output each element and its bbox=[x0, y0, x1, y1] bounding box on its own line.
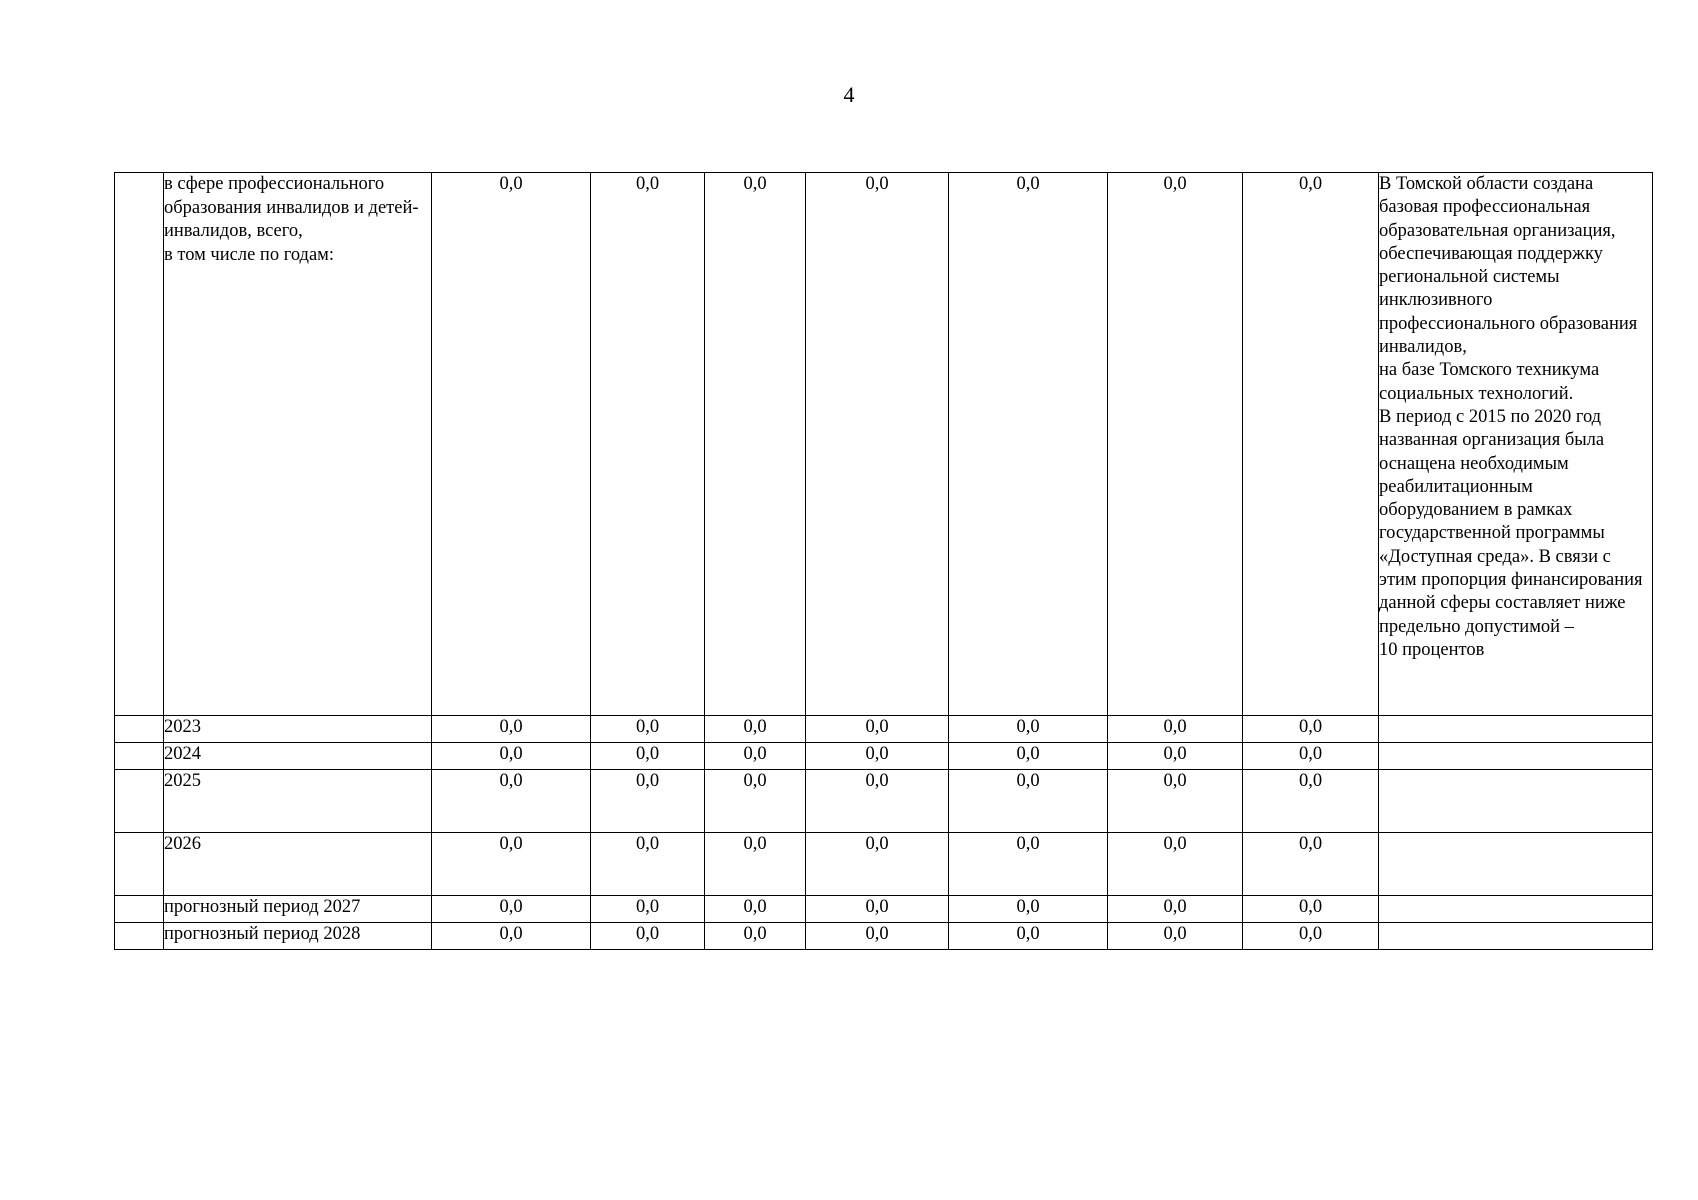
value-cell: 0,0 bbox=[806, 770, 949, 833]
value-cell: 0,0 bbox=[949, 743, 1108, 770]
value-cell: 0,0 bbox=[1108, 923, 1243, 950]
value-cell: 0,0 bbox=[705, 896, 806, 923]
value-cell: 0,0 bbox=[591, 173, 705, 716]
financing-table bbox=[114, 172, 1653, 950]
note-cell bbox=[1379, 743, 1653, 770]
row-label: 2025 bbox=[164, 770, 432, 833]
value-cell: 0,0 bbox=[1108, 173, 1243, 716]
row-number-cell bbox=[115, 923, 164, 950]
value-cell: 0,0 bbox=[432, 173, 591, 716]
value-cell: 0,0 bbox=[949, 896, 1108, 923]
table-row bbox=[115, 770, 1653, 833]
value-cell: 0,0 bbox=[705, 833, 806, 896]
value-cell: 0,0 bbox=[591, 923, 705, 950]
row-label: прогнозный период 2027 bbox=[164, 896, 432, 923]
note-cell bbox=[1379, 770, 1653, 833]
row-number-cell bbox=[115, 896, 164, 923]
row-label: 2024 bbox=[164, 743, 432, 770]
value-cell: 0,0 bbox=[432, 716, 591, 743]
value-cell: 0,0 bbox=[949, 716, 1108, 743]
value-cell: 0,0 bbox=[806, 833, 949, 896]
value-cell: 0,0 bbox=[432, 743, 591, 770]
value-cell: 0,0 bbox=[705, 923, 806, 950]
value-cell: 0,0 bbox=[1108, 770, 1243, 833]
row-number-cell bbox=[115, 743, 164, 770]
row-label: 2026 bbox=[164, 833, 432, 896]
value-cell: 0,0 bbox=[1108, 716, 1243, 743]
value-cell: 0,0 bbox=[1108, 743, 1243, 770]
value-cell: 0,0 bbox=[806, 716, 949, 743]
value-cell: 0,0 bbox=[1108, 833, 1243, 896]
value-cell: 0,0 bbox=[1108, 896, 1243, 923]
value-cell: 0,0 bbox=[806, 923, 949, 950]
value-cell: 0,0 bbox=[591, 716, 705, 743]
table-row bbox=[115, 923, 1653, 950]
note-cell: В Томской области создана базовая профессиональная образовательная организация, обеспечивающая поддержку региональной системы инклюзивного профессионального образования инвалидов, на базе Томского техникума социальных технологий. В период с 2015 по 2020 год названная организация была оснащена необходимым реабилитационным оборудованием в рамках государственной программы «Доступная среда». В связи с этим пропорция финансирования данной сферы составляет ниже предельно допустимой – 10 процентов bbox=[1379, 173, 1653, 716]
row-number-cell bbox=[115, 833, 164, 896]
page-number: 4 bbox=[843, 82, 855, 107]
value-cell: 0,0 bbox=[432, 896, 591, 923]
note-cell bbox=[1379, 833, 1653, 896]
value-cell: 0,0 bbox=[705, 743, 806, 770]
value-cell: 0,0 bbox=[432, 833, 591, 896]
value-cell: 0,0 bbox=[806, 173, 949, 716]
row-number-cell bbox=[115, 716, 164, 743]
table-row bbox=[115, 173, 1653, 716]
value-cell: 0,0 bbox=[705, 173, 806, 716]
row-label: в сфере профессионального образования инвалидов и детей-инвалидов, всего, в том числе по годам: bbox=[164, 173, 432, 716]
value-cell: 0,0 bbox=[1243, 896, 1379, 923]
value-cell: 0,0 bbox=[949, 173, 1108, 716]
row-label: 2023 bbox=[164, 716, 432, 743]
table-row bbox=[115, 896, 1653, 923]
note-cell bbox=[1379, 923, 1653, 950]
value-cell: 0,0 bbox=[1243, 833, 1379, 896]
value-cell: 0,0 bbox=[806, 896, 949, 923]
value-cell: 0,0 bbox=[591, 743, 705, 770]
value-cell: 0,0 bbox=[591, 833, 705, 896]
value-cell: 0,0 bbox=[1243, 923, 1379, 950]
table-row bbox=[115, 716, 1653, 743]
value-cell: 0,0 bbox=[432, 923, 591, 950]
value-cell: 0,0 bbox=[1243, 770, 1379, 833]
row-number-cell bbox=[115, 173, 164, 716]
value-cell: 0,0 bbox=[1243, 173, 1379, 716]
value-cell: 0,0 bbox=[949, 923, 1108, 950]
value-cell: 0,0 bbox=[1243, 743, 1379, 770]
value-cell: 0,0 bbox=[432, 770, 591, 833]
value-cell: 0,0 bbox=[591, 770, 705, 833]
value-cell: 0,0 bbox=[705, 770, 806, 833]
value-cell: 0,0 bbox=[949, 770, 1108, 833]
table-row bbox=[115, 833, 1653, 896]
table-row bbox=[115, 743, 1653, 770]
row-number-cell bbox=[115, 770, 164, 833]
value-cell: 0,0 bbox=[949, 833, 1108, 896]
note-cell bbox=[1379, 716, 1653, 743]
value-cell: 0,0 bbox=[705, 716, 806, 743]
value-cell: 0,0 bbox=[591, 896, 705, 923]
value-cell: 0,0 bbox=[806, 743, 949, 770]
row-label: прогнозный период 2028 bbox=[164, 923, 432, 950]
note-cell bbox=[1379, 896, 1653, 923]
value-cell: 0,0 bbox=[1243, 716, 1379, 743]
